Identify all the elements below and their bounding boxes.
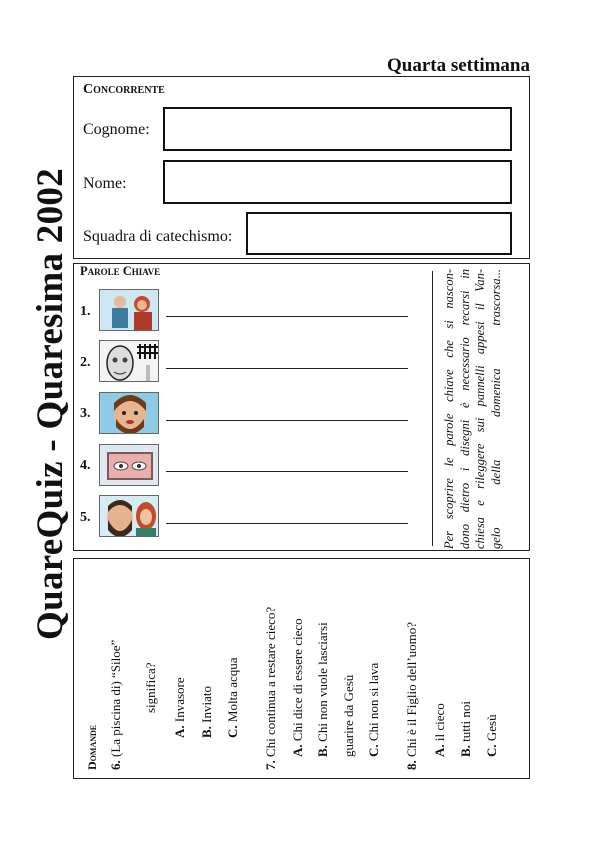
q6-line1: 6. (La piscina di) “Siloe” [108, 639, 123, 770]
keyword-answer-line-5[interactable] [166, 523, 408, 524]
q7-option-b-cont: guarire da Gesù [341, 674, 356, 757]
q6-option-a[interactable]: A. Invasore [172, 677, 187, 738]
two-figures-drawing-icon [99, 289, 159, 331]
keywords-instructions: Per scoprire le parole chiave che si nascon- dono dietro i disegni è necessario recarsi in chiesa e rileggere sui pannelli appesi il Van- gelo della domenica trascorsa... [442, 269, 503, 549]
surname-field[interactable] [163, 107, 512, 151]
q6-line2: significa? [143, 662, 158, 713]
team-field[interactable] [246, 212, 512, 255]
keywords-divider [432, 271, 433, 546]
keywords-heading: Parole Chiave [80, 264, 161, 278]
team-label: Squadra di catechismo: [83, 228, 233, 245]
surname-label: Cognome: [83, 121, 150, 138]
blind-man-behind-bars-drawing-icon [99, 340, 159, 382]
keyword-number-2: 2. [80, 355, 91, 370]
side-title: QuareQuiz - Quaresima 2002 [30, 168, 71, 640]
contestant-box [73, 76, 530, 259]
keyword-number-3: 3. [80, 406, 91, 421]
keyword-answer-line-3[interactable] [166, 420, 408, 421]
keyword-answer-line-2[interactable] [166, 368, 408, 369]
contestant-heading: Concorrente [83, 82, 165, 97]
name-field[interactable] [163, 160, 512, 204]
bearded-face-drawing-icon [99, 392, 159, 434]
q6-option-c[interactable]: C. Molta acqua [225, 657, 240, 738]
keyword-answer-line-1[interactable] [166, 316, 408, 317]
q7-line1: 7. Chi continua a restare cieco? [263, 606, 278, 770]
questions-heading: Domande [85, 724, 99, 770]
keyword-number-5: 5. [80, 510, 91, 525]
eyes-window-drawing-icon [99, 444, 159, 486]
q8-option-a[interactable]: A. il cieco [432, 703, 447, 757]
q6-option-b[interactable]: B. Inviato [199, 686, 214, 738]
q7-option-c[interactable]: C. Chi non si lava [366, 662, 381, 757]
keyword-answer-line-4[interactable] [166, 471, 408, 472]
q7-option-b[interactable]: B. Chi non vuole lasciarsi [315, 622, 330, 757]
q7-option-a[interactable]: A. Chi dice di essere cieco [290, 618, 305, 757]
week-label: Quarta settimana [386, 55, 530, 76]
q8-option-c[interactable]: C. Gesù [484, 714, 499, 757]
keyword-number-1: 1. [80, 304, 91, 319]
q8-line1: 8. Chi è il Figlio dell’uomo? [404, 621, 419, 770]
bearded-man-and-woman-drawing-icon [99, 495, 159, 537]
name-label: Nome: [83, 175, 127, 192]
keyword-number-4: 4. [80, 458, 91, 473]
q8-option-b[interactable]: B. tutti noi [458, 701, 473, 757]
